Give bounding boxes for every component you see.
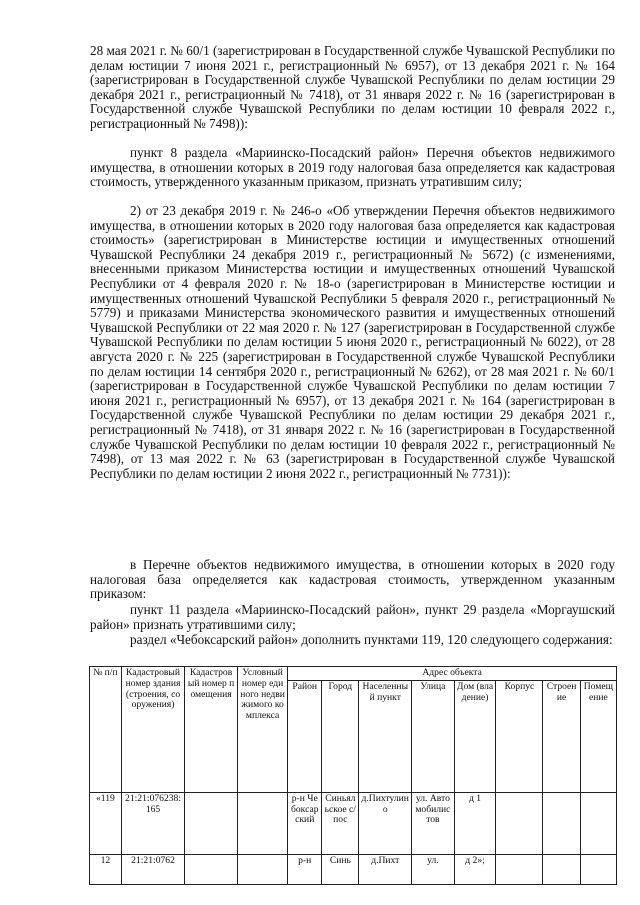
cell-house: д 2»; bbox=[454, 854, 496, 884]
cell-city: Синь bbox=[322, 854, 359, 884]
paragraph-item-8-repeal: пункт 8 раздела «Мариинско-Посадский район» Перечня объектов недвижимого имущества, в отношении которых в 2019 году налоговая база определяется как кадастровая стоимость, утвержденного указанным приказом, признать утратившим силу; bbox=[90, 145, 615, 190]
header-cadastral-building: Кадастровый номер здания (строения, сооружения) bbox=[121, 667, 185, 793]
cell-cadastral-building: 21:21:0762 bbox=[121, 854, 185, 884]
paragraph-perechen-2020: в Перечне объектов недвижимого имущества, в отношении которых в 2020 году налоговая база определяется как кадастровая стоимость, утвержденном указанным приказом: bbox=[90, 557, 615, 602]
cell-district: р-н bbox=[288, 854, 322, 884]
table-row bbox=[90, 792, 617, 854]
cell-room bbox=[580, 792, 616, 854]
cell-conditional-number bbox=[237, 792, 287, 854]
paragraph-amendment-tail: 28 мая 2021 г. № 60/1 (зарегистрирован в Государственной службе Чувашской Республики по делам юстиции 7 июня 2021 г., регистрационный № 6957), от 13 декабря 2021 г. № 164 (зарегистрирован в Государственной службе Чувашской Республики по делам юстиции 29 декабря 2021 г., регистрационный № 7418), от 31 января 2022 г. № 16 (зарегистрирован в Государственной службе Чувашской Республики по делам юстиции 10 февраля 2022 г., регистрационный № 7498)): bbox=[90, 43, 615, 131]
header-building: Корпус bbox=[496, 680, 543, 792]
header-address-group: Адрес объекта bbox=[288, 667, 617, 681]
cell-conditional-number bbox=[237, 854, 287, 884]
header-street: Улица bbox=[412, 680, 455, 792]
table-row bbox=[90, 854, 617, 884]
cell-room bbox=[580, 854, 616, 884]
header-num: № п/п bbox=[90, 667, 122, 793]
cell-structure bbox=[543, 854, 580, 884]
header-city: Город bbox=[322, 680, 359, 792]
paragraph-add-items: раздел «Чебоксарский район» дополнить пунктами 119, 120 следующего содержания: bbox=[130, 632, 613, 647]
header-district: Район bbox=[288, 680, 322, 792]
cell-house: д 1 bbox=[454, 792, 496, 854]
cell-street: ул. bbox=[412, 854, 455, 884]
cell-structure bbox=[543, 792, 580, 854]
header-settlement: Населенный пункт bbox=[359, 680, 412, 792]
paragraph-order-246: 2) от 23 декабря 2019 г. № 246-о «Об утверждении Перечня объектов недвижимого имущества, в отношении которых в 2020 году налоговая база определяется как кадастровая стоимость» (зарегистрирован в Министерстве юстиции и имущественных отношений Чувашской Республики 24 декабря 2019 г., регистрационный № 5672) (с изменениями, внесенными приказом Министерства юстиции и имущественных отношений Чувашской Республики от 4 февраля 2020 г. № 18-о (зарегистрирован в Министерстве юстиции и имущественных отношений Чувашской Республики 5 февраля 2020 г., регистрационный № 5779) и приказами Министерства экономического развития и имущественных отношений Чувашской Республики от 22 мая 2020 г. № 127 (зарегистрирован в Государственной службе Чувашской Республики по делам юстиции 5 июня 2020 г., регистрационный № 6022), от 28 августа 2020 г. № 225 (зарегистрирован в Государственной службе Чувашской Республики по делам юстиции 14 сентября 2020 г., регистрационный № 6262), от 28 мая 2021 г. № 60/1 (зарегистрирован в Государственной службе Чувашской Республики по делам юстиции 7 июня 2021 г., регистрационный № 6957), от 13 декабря 2021 г. № 164 (зарегистрирован в Государственной службе Чувашской Республики по делам юстиции 29 декабря 2021 г., регистрационный № 7418), от 31 января 2022 г. № 16 (зарегистрирован в Государственной службе Чувашской Республики по делам юстиции 10 февраля 2022 г., регистрационный № 7498), от 13 мая 2022 г. № 63 (зарегистрирован в Государственной службе Чувашской Республики по делам юстиции 2 июня 2022 г., регистрационный № 7731)): bbox=[90, 203, 615, 481]
table-header-row bbox=[90, 667, 617, 681]
cell-cadastral-room bbox=[185, 854, 238, 884]
cell-num: «119 bbox=[90, 792, 122, 854]
cell-building bbox=[496, 792, 543, 854]
cell-cadastral-room bbox=[185, 792, 238, 854]
header-cadastral-room: Кадастровый номер помещения bbox=[185, 667, 238, 793]
cell-district: р-н Чебоксарский bbox=[288, 792, 322, 854]
cell-num: 12 bbox=[90, 854, 122, 884]
header-structure: Строение bbox=[543, 680, 580, 792]
header-house: Дом (владение) bbox=[454, 680, 496, 792]
cell-cadastral-building: 21:21:076238:165 bbox=[121, 792, 185, 854]
paragraph-repeal-items: пункт 11 раздела «Мариинско-Посадский район», пункт 29 раздела «Моргаушский район» признать утратившими силу; bbox=[90, 602, 615, 632]
header-conditional-number: Условный номер единого недвижимого комплекса bbox=[237, 667, 287, 793]
cell-settlement: д.Пихт bbox=[359, 854, 412, 884]
cell-settlement: д.Пихтулино bbox=[359, 792, 412, 854]
object-address-table bbox=[89, 666, 617, 885]
cell-building bbox=[496, 854, 543, 884]
cell-street: ул. Автомобилистов bbox=[412, 792, 455, 854]
header-room: Помещение bbox=[580, 680, 616, 792]
cell-city: Синьяльское с/пос bbox=[322, 792, 359, 854]
